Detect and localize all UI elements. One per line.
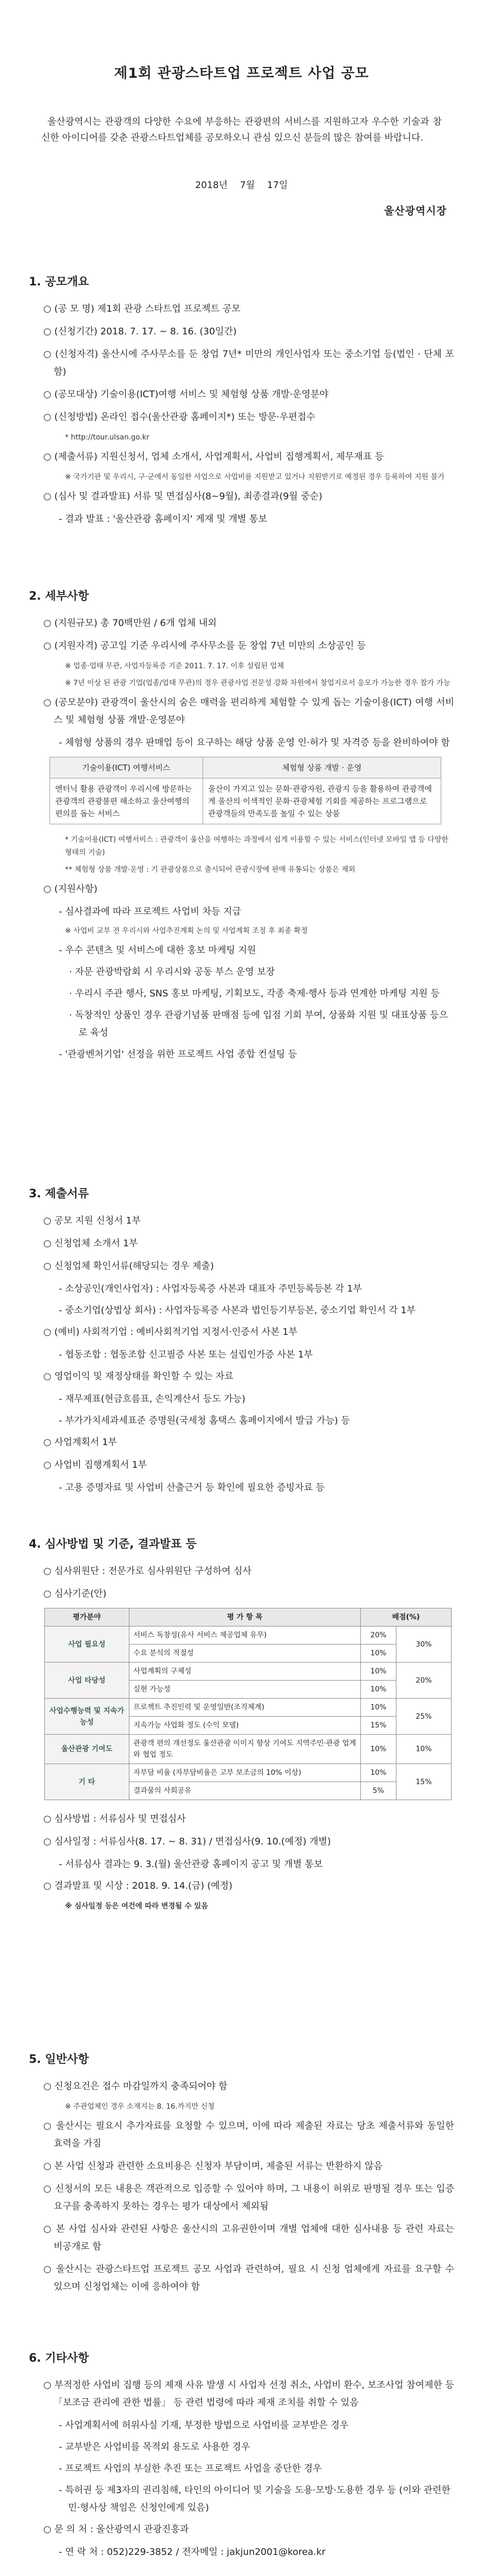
note: ※ 국가기관 및 우리시, 구·군에서 동일한 사업으로 사업비를 지원받고 있거나 지원받기로 예정된 경우 등록하여 지원 불가 bbox=[65, 473, 445, 481]
list-item: ○ (신청기간) 2018. 7. 17. ~ 8. 16. (30일간) bbox=[43, 326, 237, 337]
section-heading: 6. 기타사항 bbox=[29, 2352, 89, 2365]
note: ※ 업종·업태 무관, 사업자등록증 기준 2011. 7. 17. 이후 설립된 업체 bbox=[65, 662, 284, 670]
list-item: ○ (제출서류) 지원신청서, 업체 소개서, 사업계획서, 사업비 집행계획서, 제무재표 등 bbox=[43, 451, 384, 462]
list-subitem: - 특허권 등 제3자의 권리침해, 타인의 아이디어 및 기술을 도용·모방·도용한 경우 등 (이와 관련한 민·형사상 책임은 신청인에게 있음) bbox=[59, 2485, 451, 2513]
list-subitem: - 프로젝트 사업의 부실한 추진 또는 프로젝트 사업을 중단한 경우 bbox=[59, 2463, 322, 2474]
section-heading: 4. 심사방법 및 기준, 결과발표 등 bbox=[29, 1538, 197, 1551]
list-subitem: - 서류심사 결과는 9. 3.(월) 울산관광 홈페이지 공고 및 개별 통보 bbox=[59, 1859, 323, 1870]
criteria-weight: 10% bbox=[361, 1663, 396, 1681]
table-header: 배점(%) bbox=[361, 1608, 452, 1626]
criteria-weight: 10% bbox=[361, 1681, 396, 1699]
criteria-item: 실현 가능성 bbox=[129, 1681, 360, 1699]
criteria-table bbox=[44, 1608, 452, 1800]
list-item: ○ 사업계획서 1부 bbox=[43, 1437, 117, 1448]
note: ※ 7년 이상 된 관광 기업(업종/업태 무관)의 경우 관광사업 전문성 강화 차원에서 창업지로서 응모가 가능한 경우 참가 가능 bbox=[65, 679, 451, 687]
section-heading: 5. 일반사항 bbox=[29, 2053, 89, 2066]
list-subitem: · 자문 관광박람회 시 우리시와 공동 부스 운영 보장 bbox=[69, 967, 275, 977]
criteria-area: 사업 타당성 bbox=[45, 1663, 129, 1699]
criteria-total: 30% bbox=[396, 1626, 452, 1663]
list-subitem: - 고용 증명자료 및 사업비 산출근거 등 확인에 필요한 증빙자료 등 bbox=[59, 1482, 325, 1493]
section-heading: 2. 세부사항 bbox=[29, 590, 89, 603]
note: * 기술이용(ICT) 여행서비스 : 관광객이 울산을 여행하는 과정에서 쉽게 이용할 수 있는 서비스(인터넷 모바일 앱 등 다양한 형태의 기술) bbox=[65, 836, 448, 857]
table-header: 평가분야 bbox=[45, 1608, 129, 1626]
list-item: ○ 결과발표 및 시상 : 2018. 9. 14.(금) (예정) bbox=[43, 1880, 232, 1891]
list-item: ○ 영업이익 및 재정상태를 확인할 수 있는 자료 bbox=[43, 1371, 234, 1382]
criteria-item: 서비스 독창성(유사 서비스 제공업체 유무) bbox=[129, 1626, 360, 1645]
list-item: ○ 신청서의 모든 내용은 객관적으로 입증할 수 있어야 하며, 그 내용이 허위로 판명될 경우 또는 입증요구를 충족하지 못하는 경우는 평가 대상에서 제외됨 bbox=[43, 2183, 454, 2212]
list-item: ○ 심사방법 : 서류심사 및 면접심사 bbox=[43, 1814, 186, 1824]
list-item: ○ (예비) 사회적기업 : 예비사회적기업 지정서·인증서 사본 1부 bbox=[43, 1327, 297, 1337]
criteria-weight: 5% bbox=[361, 1782, 396, 1800]
list-subitem: - '관광벤처기업' 선정을 위한 프로젝트 사업 종합 컨설팅 등 bbox=[59, 1049, 297, 1060]
table-header: 체험형 상품 개발 · 운영 bbox=[203, 757, 441, 778]
section-details bbox=[29, 587, 454, 1067]
criteria-area: 기 타 bbox=[45, 1764, 129, 1800]
criteria-weight: 10% bbox=[361, 1699, 396, 1717]
criteria-total: 15% bbox=[396, 1764, 452, 1800]
note: ※ 주관업체인 경우 소재지는 8. 16.까지만 신청 bbox=[65, 2103, 215, 2111]
homepage-url: * http://tour.ulsan.go.kr bbox=[65, 433, 149, 442]
list-item: ○ 본 사업 신청과 관련한 소요비용은 신청자 부담이며, 제출된 서류는 반환하지 않음 bbox=[43, 2161, 383, 2172]
section-etc bbox=[29, 2349, 454, 2565]
list-subitem: - 부가가치세과세표준 증명원(국세청 홈택스 홈페이지에서 발급 가능) 등 bbox=[59, 1415, 350, 1426]
list-item: ○ 심사기준(안) bbox=[43, 1588, 107, 1599]
note: ※ 심사일정 등은 여건에 따라 변경될 수 있음 bbox=[65, 1902, 208, 1910]
criteria-total: 25% bbox=[396, 1699, 452, 1735]
list-item: ○ 신청업체 소개서 1부 bbox=[43, 1238, 138, 1249]
list-subitem: - 사업계획서에 허위사실 기재, 부정한 방법으로 사업비를 교부받은 경우 bbox=[59, 2420, 349, 2431]
list-item: ○ (신청자격) 울산시에 주사무소를 둔 창업 7년* 미만의 개인사업자 또는 중소기업 등(법인 · 단체 포함) bbox=[43, 349, 454, 377]
section-evaluation bbox=[29, 1535, 454, 1917]
list-item: ○ (지원자격) 공고일 기준 우리시에 주사무소를 둔 창업 7년 미만의 소상공인 등 bbox=[43, 640, 366, 651]
list-item: ○ (심사 및 결과발표) 서류 및 면접심사(8~9월), 최종결과(9월 중순) bbox=[43, 491, 323, 502]
list-item: ○ 사업비 집행계획서 1부 bbox=[43, 1460, 147, 1470]
list-item: ○ (지원사항) bbox=[43, 884, 98, 894]
criteria-weight: 15% bbox=[361, 1717, 396, 1735]
note: ** 체험형 상품 개발·운영 : 기 관광상품으로 출시되어 관광시장에 판매 유통되는 상품은 제외 bbox=[65, 866, 356, 874]
list-item: ○ 문 의 처 : 울산광역시 관광진흥과 bbox=[43, 2524, 189, 2535]
criteria-area: 사업수행능력 및 지속가능성 bbox=[45, 1699, 129, 1735]
table-cell: 울산이 가지고 있는 문화·관광자원, 관광지 등을 활용하여 관광객에게 울산의 이색적인 문화·관광체험 기회를 제공하는 프로그램으로 관광객들의 만족도를 높일 수 있는 상품 bbox=[203, 778, 441, 824]
section-general bbox=[29, 2050, 454, 2301]
list-subitem: - 교부받은 사업비를 목적외 용도로 사용한 경우 bbox=[59, 2442, 251, 2452]
section-overview bbox=[29, 273, 454, 532]
criteria-weight: 10% bbox=[361, 1735, 396, 1764]
list-item: ○ (공 모 명) 제1회 관광 스타트업 프로젝트 공모 bbox=[43, 303, 241, 314]
list-subitem: · 독창적인 상품인 경우 관광기념품 판매점 등에 입점 기회 부여, 상품화 지원 및 대표상품 등으로 육성 bbox=[69, 1010, 448, 1038]
list-subitem: - 중소기업(상법상 회사) : 사업자등록증 사본과 법인등기부등본, 중소기업 확인서 각 1부 bbox=[59, 1305, 416, 1316]
list-subitem: - 협동조합 : 협동조합 신고필증 사본 또는 설립인가증 사본 1부 bbox=[59, 1349, 313, 1360]
list-subitem: - 우수 콘텐츠 및 서비스에 대한 홍보 마케팅 지원 bbox=[59, 945, 256, 956]
list-item: ○ 본 사업 심사와 관련된 사항은 울산시의 고유권한이며 개별 업체에 대한 심사내용 등 관련 자료는 비공개로 함 bbox=[43, 2224, 454, 2252]
list-item: ○ 심사일정 : 서류심사(8. 17. ~ 8. 31) / 면접심사(9. 10.(예정) 개별) bbox=[43, 1836, 331, 1847]
announcement-date: 2018년 7월 17일 bbox=[195, 180, 288, 191]
list-subitem: - 체험형 상품의 경우 판매업 등이 요구하는 해당 상품 운영 인·허가 및 자격증 등을 완비하여야 함 bbox=[59, 737, 450, 748]
criteria-weight: 20% bbox=[361, 1626, 396, 1645]
list-subitem: - 심사결과에 따라 프로젝트 사업비 차등 지급 bbox=[59, 906, 241, 917]
contact-line: - 연 락 처 : 052)229-3852 / 전자메일 : jakjun2001@korea.kr bbox=[59, 2547, 326, 2557]
list-subitem: - 결과 발표 : '울산관광 홈페이지' 게재 및 개별 통보 bbox=[59, 514, 268, 524]
list-item: ○ 신청업체 확인서류(해당되는 경우 제출) bbox=[43, 1261, 214, 1272]
criteria-total: 20% bbox=[396, 1663, 452, 1699]
list-item: ○ 공모 지원 신청서 1부 bbox=[43, 1215, 141, 1226]
list-item: ○ (공모분야) 관광객이 울산시의 숨은 매력을 편리하게 체험할 수 있게 돕는 기술이용(ICT) 여행 서비스 및 체험형 상품 개발·운영분야 bbox=[43, 697, 454, 725]
table-header: 평 가 항 목 bbox=[129, 1608, 360, 1626]
list-item: ○ (공모대상) 기술이용(ICT)여행 서비스 및 체험형 상품 개발·운영분야 bbox=[43, 389, 329, 400]
criteria-item: 수요 분석의 적절성 bbox=[129, 1645, 360, 1663]
note: ※ 사업비 교부 전 우리시와 사업추진계획 논의 및 사업계획 조정 후 최종 확정 bbox=[65, 927, 308, 935]
list-subitem: · 우리시 주관 행사, SNS 홍보 마케팅, 기획보도, 각종 축제·행사 등과 연계한 마케팅 지원 등 bbox=[69, 988, 440, 999]
list-subitem: - 재무제표(현금흐름표, 손익계산서 등도 가능) bbox=[59, 1394, 246, 1404]
criteria-item: 프로젝트 추진인력 및 운영일반(조직체계) bbox=[129, 1699, 360, 1717]
list-item: ○ 부적정한 사업비 집행 등의 제재 사유 발생 시 사업자 선정 취소, 사업비 환수, 보조사업 참여제한 등 「보조금 관리에 관한 법률」 등 관련 법령에 따라 제재 조치를 취할 수 있음 bbox=[43, 2380, 454, 2408]
intro-paragraph: 울산광역시는 관광객의 다양한 수요에 부응하는 관광편의 서비스를 지원하고자 우수한 기술과 참신한 아이디어를 갖춘 관광스타트업체를 공모하오니 관심 있으신 분들의 많은 참여를 바랍니다. bbox=[41, 116, 442, 143]
criteria-total: 10% bbox=[396, 1735, 452, 1764]
criteria-area: 울산관광 기여도 bbox=[45, 1735, 129, 1764]
criteria-item: 지속가능 사업화 정도 (수익 모델) bbox=[129, 1717, 360, 1735]
criteria-item: 자부담 비율 (자부담비율은 고부 보조금의 10% 이상) bbox=[129, 1764, 360, 1782]
list-item: ○ 울산시는 필요시 추가자료를 요청할 수 있으며, 이에 따라 제출된 자료는 당초 제출서류와 동일한 효력을 가짐 bbox=[43, 2121, 454, 2149]
list-item: ○ (신청방법) 온라인 접수(울산관광 홈페이지*) 또는 방문·우편접수 bbox=[43, 412, 315, 422]
list-item: ○ (지원규모) 총 70백만원 / 6개 업체 내외 bbox=[43, 618, 217, 629]
criteria-weight: 10% bbox=[361, 1764, 396, 1782]
list-item: ○ 울산시는 관광스타트업 프로젝트 공모 사업과 관련하여, 필요 시 신청 업체에게 자료를 요구할 수 있으며 신청업체는 이에 응하여야 함 bbox=[43, 2264, 454, 2292]
issuer: 울산광역시장 bbox=[384, 205, 447, 217]
criteria-item: 사업계획의 구체성 bbox=[129, 1663, 360, 1681]
criteria-item: 결과물의 사회공유 bbox=[129, 1782, 360, 1800]
list-item: ○ 심사위원단 : 전문가로 심사위원단 구성하여 심사 bbox=[43, 1566, 252, 1577]
criteria-weight: 10% bbox=[361, 1645, 396, 1663]
table-cell: 엔터닉 활용 관광객이 우리시에 방문하는 관광객의 관광불편 해소하고 울산여행의 편의를 돕는 서비스 bbox=[50, 778, 203, 824]
table-header: 기술이용(ICT) 여행서비스 bbox=[50, 757, 203, 778]
list-subitem: - 소상공인(개인사업자) : 사업자등록증 사본과 대표자 주민등록등본 각 1부 bbox=[59, 1283, 362, 1294]
section-heading: 3. 제출서류 bbox=[29, 1188, 89, 1200]
page-title: 제1회 관광스타트업 프로젝트 사업 공모 bbox=[114, 65, 369, 81]
list-item: ○ 신청요건은 접수 마감일까지 충족되어야 함 bbox=[43, 2081, 228, 2092]
section-documents bbox=[29, 1185, 454, 1501]
criteria-area: 사업 필요성 bbox=[45, 1626, 129, 1663]
field-table bbox=[49, 757, 441, 824]
section-heading: 1. 공모개요 bbox=[29, 276, 89, 289]
criteria-item: 관광객 편의 개선정도 울산관광 이미지 향상 기여도 지역주민·관광 업계와 협업 정도 bbox=[129, 1735, 360, 1764]
